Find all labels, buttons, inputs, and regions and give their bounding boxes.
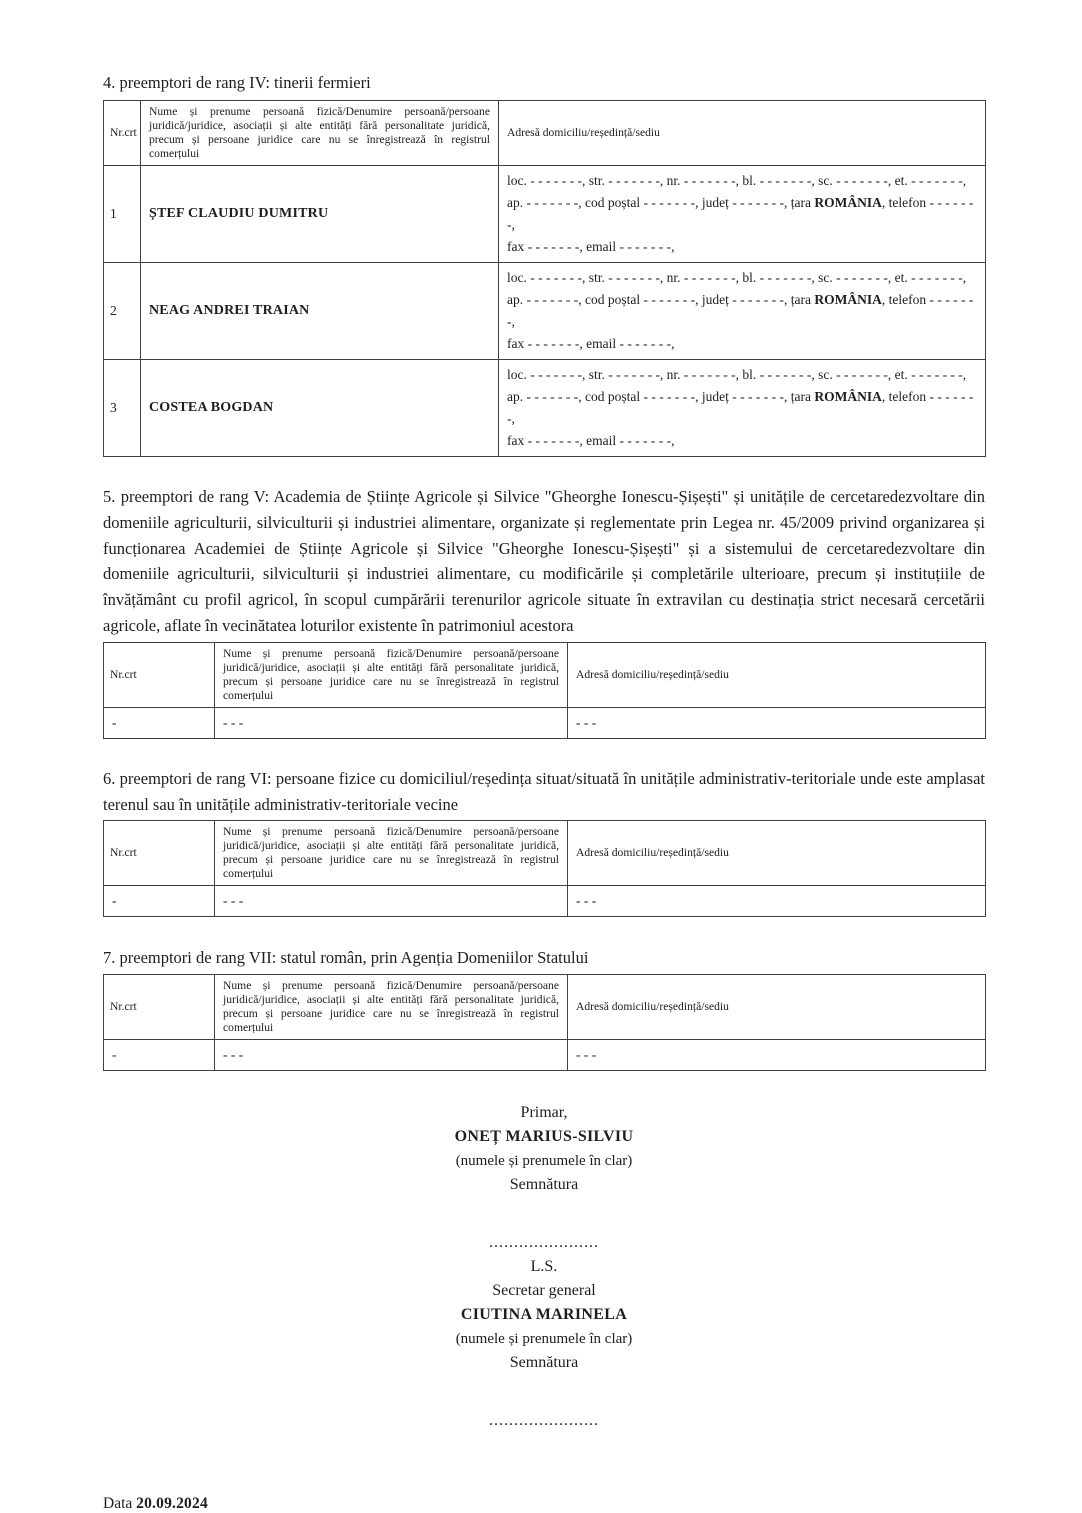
date-label: Data — [103, 1495, 133, 1513]
secretar-title: Secretar general — [492, 1282, 596, 1300]
address-line-1: loc. - - - - - - -, str. - - - - - - -, nr. - - - - - - -, bl. - - - - - - -, sc. - - - - - - -, et. - - - - - - -, — [507, 270, 967, 285]
address-line-1: loc. - - - - - - -, str. - - - - - - -, nr. - - - - - - -, bl. - - - - - - -, sc. - - - - - - -, et. - - - - - - -, — [507, 173, 967, 188]
country-name: ROMÂNIA — [814, 195, 882, 210]
ls-label: L.S. — [530, 1258, 558, 1276]
nr-crt-header: Nr.crt — [104, 821, 215, 886]
name-column-header: Nume și prenume persoană fizică/Denumire persoană/persoane juridică/juridice, asociații și alte entități fără personalitate juridică, precum și persoane juridice care nu se înregistrează în registrul comerțului — [215, 975, 568, 1040]
address-cell: - - - — [568, 886, 986, 917]
nr-crt-header: Nr.crt — [104, 642, 215, 707]
preemptor-name: ȘTEF CLAUDIU DUMITRU — [141, 166, 499, 263]
signature-dotted-line: ...................... — [489, 1234, 599, 1252]
address-line-3: fax - - - - - - -, email - - - - - - -, — [507, 433, 675, 448]
primar-title: Primar, — [520, 1104, 568, 1122]
address-column-header: Adresă domiciliu/reședință/sediu — [568, 975, 986, 1040]
address-column-header: Adresă domiciliu/reședință/sediu — [499, 101, 986, 166]
address-line-2: ap. - - - - - - -, cod poștal - - - - - - -, județ - - - - - - -, țara — [507, 292, 815, 307]
rang-iv-table — [103, 100, 986, 457]
section-7-heading: 7. preemptori de rang VII: statul român, prin Agenția Domeniilor Statului — [103, 948, 589, 968]
row-number: - — [104, 707, 215, 738]
table-header-row — [104, 821, 986, 886]
nr-crt-header: Nr.crt — [104, 975, 215, 1040]
name-column-header: Nume și prenume persoană fizică/Denumire persoană/persoane juridică/juridice, asociații și alte entități fără personalitate juridică, precum și persoane juridice care nu se înregistrează în registrul comerțului — [215, 642, 568, 707]
name-column-header: Nume și prenume persoană fizică/Denumire persoană/persoane juridică/juridice, asociații și alte entități fără personalitate juridică, precum și persoane juridice care nu se înregistrează în registrul comerțului — [215, 821, 568, 886]
address-line-2-cont: , telefon - - - - - - -, — [507, 292, 974, 329]
country-name: ROMÂNIA — [814, 389, 882, 404]
preemptor-name: NEAG ANDREI TRAIAN — [141, 263, 499, 360]
rang-v-table — [103, 642, 986, 739]
name-note: (numele și prenumele în clar) — [455, 1153, 633, 1170]
address-cell: - - - — [568, 1040, 986, 1071]
address-column-header: Adresă domiciliu/reședință/sediu — [568, 642, 986, 707]
row-number: - — [104, 1040, 215, 1071]
primar-name: ONEȚ MARIUS-SILVIU — [454, 1128, 634, 1146]
preemptor-name: COSTEA BOGDAN — [141, 360, 499, 457]
empty-table-row — [104, 707, 986, 738]
section-rang-v — [103, 484, 985, 739]
address-line-2-cont: , telefon - - - - - - -, — [507, 195, 974, 232]
rang-vi-table — [103, 820, 986, 917]
section-4-heading: 4. preemptori de rang IV: tinerii fermieri — [103, 73, 371, 92]
signature-label: Semnătura — [509, 1176, 579, 1194]
section-rang-iv — [103, 70, 985, 457]
section-rang-vii — [103, 945, 985, 1071]
table-row — [104, 360, 986, 457]
row-number: - — [104, 886, 215, 917]
secretar-name: CIUTINA MARINELA — [460, 1306, 628, 1324]
address-line-2: ap. - - - - - - -, cod poștal - - - - - - -, județ - - - - - - -, țara — [507, 389, 815, 404]
address-line-3: fax - - - - - - -, email - - - - - - -, — [507, 239, 675, 254]
row-number: 1 — [104, 166, 141, 263]
address-line-3: fax - - - - - - -, email - - - - - - -, — [507, 336, 675, 351]
row-number: 2 — [104, 263, 141, 360]
signature-dotted-line: ...................... — [489, 1412, 599, 1430]
address-cell: - - - — [568, 707, 986, 738]
name-note: (numele și prenumele în clar) — [455, 1331, 633, 1348]
country-name: ROMÂNIA — [814, 292, 882, 307]
date-line — [103, 1495, 985, 1513]
table-header-row — [104, 101, 986, 166]
address-cell — [499, 166, 986, 263]
address-line-2: ap. - - - - - - -, cod poștal - - - - - - -, județ - - - - - - -, țara — [507, 195, 815, 210]
address-column-header: Adresă domiciliu/reședință/sediu — [568, 821, 986, 886]
preemptor-name: - - - — [215, 886, 568, 917]
table-row — [104, 263, 986, 360]
section-rang-vi — [103, 766, 985, 918]
empty-table-row — [104, 886, 986, 917]
preemptor-name: - - - — [215, 707, 568, 738]
signature-label: Semnătura — [509, 1354, 579, 1372]
address-line-2-cont: , telefon - - - - - - -, — [507, 389, 974, 426]
section-5-paragraph: 5. preemptori de rang V: Academia de Științe Agricole și Silvice "Gheorghe Ionescu-Șișești" și unitățile de cercetaredezvoltare din domeniile agriculturii, silviculturii și industriei alimentare, organizate și reglementate prin Legea nr. 45/2009 privind organizarea și funcționarea Academiei de Științe Agricole și Silvice "Gheorghe Ionescu-Șișești" și a sistemului de cercetaredezvoltare din domeniile agriculturii, silviculturii și industriei alimentare, cu modificările și completările ulterioare, precum și instituțiile de învățământ cu profil agricol, în scopul cumpărării terenurilor agricole situate în extravilan cu destinația strict necesară cercetării agricole, aflate în vecinătatea loturilor existente în patrimoniul acestora — [103, 487, 985, 635]
row-number: 3 — [104, 360, 141, 457]
table-header-row — [104, 642, 986, 707]
address-line-1: loc. - - - - - - -, str. - - - - - - -, nr. - - - - - - -, bl. - - - - - - -, sc. - - - - - - -, et. - - - - - - -, — [507, 367, 967, 382]
date-value: 20.09.2024 — [136, 1495, 208, 1513]
signature-block — [103, 1101, 985, 1433]
rang-vii-table — [103, 974, 986, 1071]
preemptor-name: - - - — [215, 1040, 568, 1071]
table-row — [104, 166, 986, 263]
address-cell — [499, 263, 986, 360]
nr-crt-header: Nr.crt — [104, 101, 141, 166]
section-6-heading: 6. preemptori de rang VI: persoane fizice cu domiciliul/reședința situat/situată în unitățile administrativ-teritoriale unde este amplasat terenul sau în unitățile administrativ-teritoriale vecine — [103, 768, 985, 814]
name-column-header: Nume și prenume persoană fizică/Denumire persoană/persoane juridică/juridice, asociații și alte entități fără personalitate juridică, precum și persoane juridice care nu se înregistrează în registrul comerțului — [141, 101, 499, 166]
empty-table-row — [104, 1040, 986, 1071]
table-header-row — [104, 975, 986, 1040]
address-cell — [499, 360, 986, 457]
